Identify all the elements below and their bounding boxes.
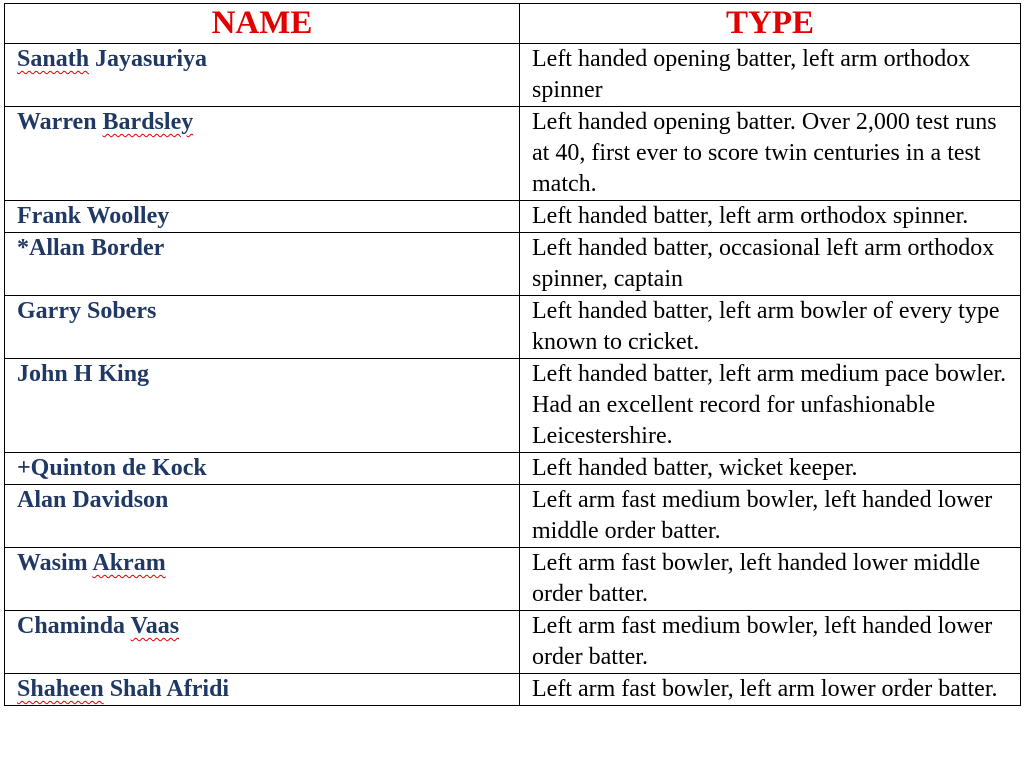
player-type: Left arm fast bowler, left arm lower order batter. xyxy=(520,674,1021,706)
player-name: John H King xyxy=(5,359,520,453)
table-row xyxy=(5,548,1021,611)
table-row xyxy=(5,611,1021,674)
misspelled-word: Bardsley xyxy=(102,109,194,135)
player-type: Left handed batter, left arm bowler of every type known to cricket. xyxy=(520,296,1021,359)
table-row xyxy=(5,674,1021,706)
table-row xyxy=(5,359,1021,453)
player-name: Warren Bardsley xyxy=(5,107,520,201)
table-row xyxy=(5,233,1021,296)
table-row xyxy=(5,107,1021,201)
player-type: Left arm fast medium bowler, left handed lower middle order batter. xyxy=(520,485,1021,548)
player-type: Left handed opening batter, left arm orthodox spinner xyxy=(520,44,1021,107)
table-row xyxy=(5,201,1021,233)
player-name: Chaminda Vaas xyxy=(5,611,520,674)
player-type: Left arm fast medium bowler, left handed lower order batter. xyxy=(520,611,1021,674)
type-column-header: TYPE xyxy=(520,4,1021,44)
table-row xyxy=(5,453,1021,485)
table-row xyxy=(5,296,1021,359)
player-name: *Allan Border xyxy=(5,233,520,296)
player-type: Left handed batter, left arm orthodox spinner. xyxy=(520,201,1021,233)
player-name: Alan Davidson xyxy=(5,485,520,548)
player-name: +Quinton de Kock xyxy=(5,453,520,485)
player-name: Frank Woolley xyxy=(5,201,520,233)
player-type: Left handed opening batter. Over 2,000 test runs at 40, first ever to score twin centuries in a test match. xyxy=(520,107,1021,201)
player-name: Shaheen Shah Afridi xyxy=(5,674,520,706)
misspelled-word: Sanath xyxy=(17,46,90,72)
players-table-container xyxy=(4,3,1020,706)
player-name: Garry Sobers xyxy=(5,296,520,359)
player-type: Left handed batter, occasional left arm orthodox spinner, captain xyxy=(520,233,1021,296)
misspelled-word: Akram xyxy=(92,550,166,576)
player-type: Left arm fast bowler, left handed lower middle order batter. xyxy=(520,548,1021,611)
table-row xyxy=(5,485,1021,548)
player-type: Left handed batter, left arm medium pace bowler. Had an excellent record for unfashionable Leicestershire. xyxy=(520,359,1021,453)
misspelled-word: Shaheen xyxy=(17,676,104,702)
player-type: Left handed batter, wicket keeper. xyxy=(520,453,1021,485)
players-table xyxy=(4,3,1021,706)
name-column-header: NAME xyxy=(5,4,520,44)
header-row xyxy=(5,4,1021,44)
player-name: Wasim Akram xyxy=(5,548,520,611)
player-name: Sanath Jayasuriya xyxy=(5,44,520,107)
misspelled-word: Vaas xyxy=(130,613,180,639)
table-row xyxy=(5,44,1021,107)
